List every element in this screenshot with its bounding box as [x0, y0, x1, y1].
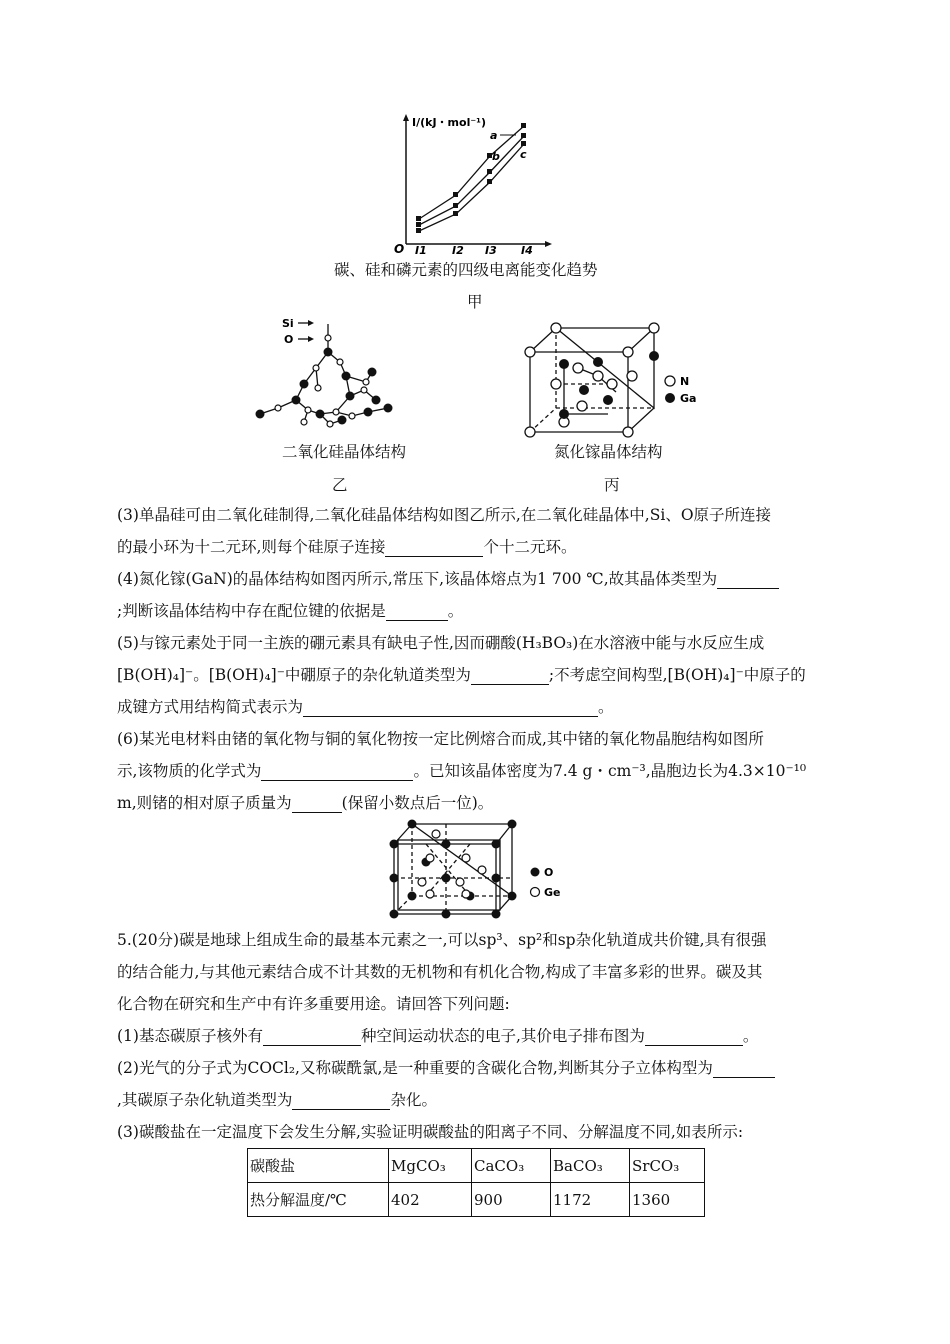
point: [453, 203, 458, 208]
series-b-label: b: [492, 150, 500, 163]
series-b-line: [419, 136, 524, 225]
q3-line2: [117, 537, 576, 557]
q6-text-a: 示,该物质的化学式为: [117, 762, 262, 780]
p5-sub1: [117, 1026, 758, 1046]
q5-text-a: [B(OH)₄]⁻。[B(OH)₄]⁻中硼原子的杂化轨道类型为: [117, 666, 471, 684]
legend-si-arrowhead: [308, 320, 314, 326]
q6-text-b: 。已知该晶体密度为7.4 g・cm⁻³,晶胞边长为4.3×10⁻¹⁰: [413, 762, 807, 780]
si-atoms: [256, 348, 393, 425]
p5-sub2-line1: [117, 1058, 775, 1078]
q3-line1: (3)单晶硅可由二氧化硅制得,二氧化硅晶体结构如图乙所示,在二氧化硅晶体中,Si、O原子所连接: [117, 506, 772, 524]
p5-s2-blank-1[interactable]: [713, 1061, 775, 1078]
q4-text-1: (4)氮化镓(GaN)的晶体结构如图丙所示,常压下,该晶体熔点为1 700 ℃,故其晶体类型为: [117, 570, 718, 588]
figure-yi-tag: 乙: [332, 476, 348, 494]
table-header-cell: CaCO₃: [472, 1149, 551, 1183]
table-cell: 1172: [551, 1183, 630, 1217]
y-axis-label: I/(kJ・mol⁻¹): [412, 116, 486, 129]
q6-answer-blank-2[interactable]: [292, 796, 342, 813]
p5-s1-blank-1[interactable]: [263, 1029, 361, 1046]
q4-text-b: 。: [447, 602, 464, 620]
table-cell: 900: [472, 1183, 551, 1217]
p5-line1: 5.(20分)碳是地球上组成生命的最基本元素之一,可以sp³、sp²和sp杂化轨道成共价键,具有很强: [117, 931, 767, 949]
q6-text-d: (保留小数点后一位)。: [341, 794, 494, 812]
figure-jia-caption: 碳、硅和磷元素的四级电离能变化趋势: [334, 261, 598, 279]
q5-text-c: 成键方式用结构简式表示为: [117, 698, 304, 716]
q4-line1: [117, 569, 779, 589]
tick-I4: I4: [521, 244, 533, 257]
point: [416, 228, 421, 233]
legend-o-marker: [531, 868, 540, 877]
table-row-label: 热分解温度/℃: [248, 1183, 389, 1217]
q5-answer-blank-1[interactable]: [471, 668, 549, 685]
table-header-cell: 碳酸盐: [248, 1149, 389, 1183]
q6-answer-blank-1[interactable]: [261, 764, 413, 781]
p5-line3: 化合物在研究和生产中有许多重要用途。请回答下列问题:: [117, 995, 510, 1013]
legend-ge-marker: [531, 888, 540, 897]
series-c-label: c: [520, 148, 527, 161]
tick-I1: I1: [415, 244, 427, 257]
point: [521, 123, 526, 128]
table-header-cell: MgCO₃: [389, 1149, 472, 1183]
carbonate-decomposition-table: [247, 1148, 705, 1217]
legend-o-arrowhead: [308, 336, 314, 342]
figure-jia-tag: 甲: [467, 293, 483, 311]
q6-line3: [117, 793, 493, 813]
legend-ga-marker: [665, 393, 675, 403]
point: [416, 222, 421, 227]
q5-line1: (5)与镓元素处于同一主族的硼元素具有缺电子性,因而硼酸(H₃BO₃)在水溶液中能与水反应生成: [117, 634, 765, 652]
p5-s1-blank-2[interactable]: [645, 1029, 743, 1046]
sio2-crystal-diagram: [246, 312, 416, 432]
table-header-cell: BaCO₃: [551, 1149, 630, 1183]
o-atoms: [390, 820, 517, 919]
q5-text-b: ;不考虑空间构型,[B(OH)₄]⁻中原子的: [548, 666, 806, 684]
p5-s1-text-c: 。: [742, 1027, 759, 1045]
tick-I2: I2: [452, 244, 464, 257]
figure-yi-caption: 二氧化硅晶体结构: [282, 443, 407, 461]
y-axis-arrow: [403, 114, 409, 121]
legend-o-label: O: [544, 866, 554, 879]
legend-si-label: Si: [282, 317, 294, 330]
point: [487, 179, 492, 184]
ionization-energy-chart: [388, 110, 558, 260]
p5-s2-blank-2[interactable]: [292, 1093, 390, 1110]
q6-line2: [117, 761, 806, 781]
p5-line2: 的结合能力,与其他元素结合成不计其数的无机物和有机化合物,构成了丰富多彩的世界。碳及其: [117, 963, 763, 981]
point: [487, 169, 492, 174]
geo2-cell-edges: [394, 824, 512, 914]
p5-sub2-line2: [117, 1090, 437, 1110]
series-a-line: [419, 126, 524, 219]
q5-text-d: 。: [598, 698, 614, 716]
p5-s1-text-a: (1)基态碳原子核外有: [117, 1027, 263, 1045]
legend-n-marker: [665, 376, 675, 386]
series-a-label: a: [490, 129, 498, 142]
legend-ga-label: Ga: [680, 392, 697, 405]
point: [416, 216, 421, 221]
n-atoms: [525, 323, 659, 437]
origin-label: O: [394, 242, 405, 256]
table-cell: 1360: [630, 1183, 705, 1217]
q4-answer-blank-2[interactable]: [386, 604, 448, 621]
q3-text-b: 个十二元环。: [483, 538, 577, 556]
figure-bing-tag: 丙: [604, 476, 620, 494]
q6-text-c: m,则锗的相对原子质量为: [117, 794, 292, 812]
series-c-line: [419, 144, 524, 231]
geo2-unit-cell-diagram: [386, 818, 566, 922]
point: [521, 133, 526, 138]
table-row: [248, 1183, 705, 1217]
table-header-cell: SrCO₃: [630, 1149, 705, 1183]
q4-answer-blank-1[interactable]: [717, 572, 779, 589]
q4-line2: [117, 601, 463, 621]
p5-s2-text-c: 杂化。: [390, 1091, 437, 1109]
q5-line2: [117, 665, 806, 685]
q5-answer-blank-2[interactable]: [303, 700, 598, 717]
p5-s1-text-b: 种空间运动状态的电子,其价电子排布图为: [360, 1027, 645, 1045]
table-header-row: [248, 1149, 705, 1183]
q4-text-a: ;判断该晶体结构中存在配位键的依据是: [117, 602, 386, 620]
gan-crystal-diagram: [520, 318, 710, 440]
point: [453, 192, 458, 197]
tick-I3: I3: [485, 244, 497, 257]
q3-answer-blank[interactable]: [385, 540, 483, 557]
legend-o-label: O: [284, 333, 294, 346]
q3-text-a: 的最小环为十二元环,则每个硅原子连接: [117, 538, 386, 556]
point: [521, 141, 526, 146]
q6-line1: (6)某光电材料由锗的氧化物与铜的氧化物按一定比例熔合而成,其中锗的氧化物晶胞结构如图所: [117, 730, 764, 748]
p5-s2-text-a: (2)光气的分子式为COCl₂,又称碳酰氯,是一种重要的含碳化合物,判断其分子立体构型为: [117, 1059, 713, 1077]
x-axis-arrow: [545, 241, 552, 247]
q5-line3: [117, 697, 614, 717]
table-cell: 402: [389, 1183, 472, 1217]
p5-sub3: (3)碳酸盐在一定温度下会发生分解,实验证明碳酸盐的阳离子不同、分解温度不同,如表所示:: [117, 1123, 744, 1141]
p5-s2-text-b: ,其碳原子杂化轨道类型为: [117, 1091, 293, 1109]
figure-bing-caption: 氮化镓晶体结构: [554, 443, 663, 461]
point: [453, 211, 458, 216]
legend-ge-label: Ge: [544, 886, 561, 899]
legend-n-label: N: [680, 375, 690, 388]
